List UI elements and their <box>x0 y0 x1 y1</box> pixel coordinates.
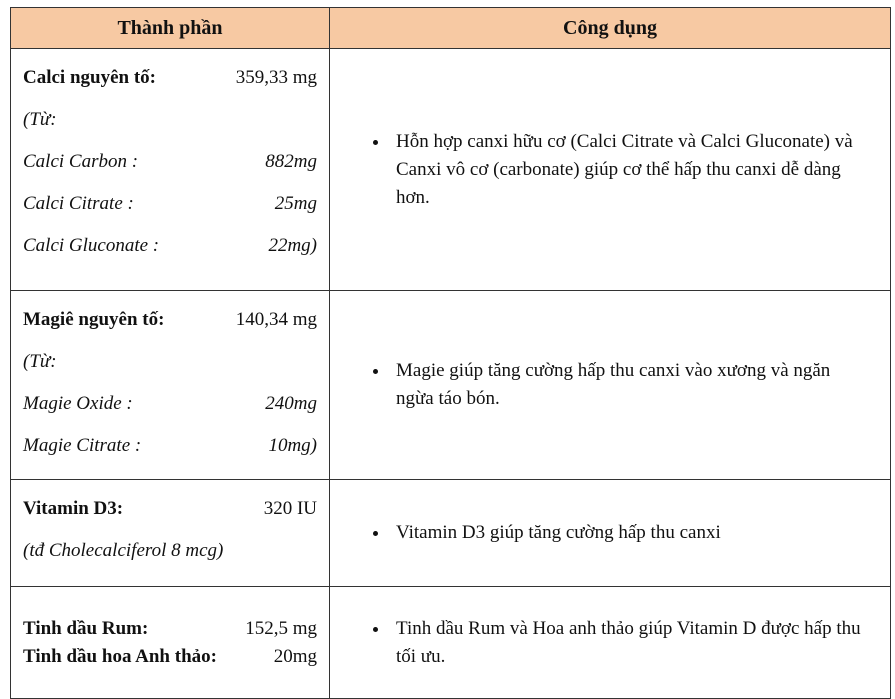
benefit-item: • Hỗn hợp canxi hữu cơ (Calci Citrate và Calci Gluconate) và Canxi vô cơ (carbonate) giúp cơ thể hấp thu canxi dễ dàng hơn. <box>390 128 870 212</box>
table-row <box>11 291 891 480</box>
ingredient-value: 140,34 mg <box>235 309 317 330</box>
ingredient-line <box>23 225 317 267</box>
benefit-cell <box>330 587 891 699</box>
ingredient-label: Calci Gluconate : <box>23 235 160 256</box>
ingredient-label: Calci Carbon : <box>23 151 139 172</box>
header-row <box>11 8 891 49</box>
ingredient-label: (tđ Cholecalciferol 8 mcg) <box>23 540 224 561</box>
ingredient-line <box>23 341 317 383</box>
header-ingredients: Thành phần <box>11 8 330 49</box>
ingredient-label: (Từ: <box>23 109 57 130</box>
ingredients-table <box>10 7 891 699</box>
ingredient-label: Calci Citrate : <box>23 193 134 214</box>
ingredient-line <box>23 383 317 425</box>
ingredient-cell <box>11 49 330 291</box>
ingredient-cell <box>11 291 330 480</box>
ingredient-line <box>23 643 317 671</box>
ingredient-value: 320 IU <box>263 498 317 519</box>
ingredient-line <box>23 57 317 99</box>
ingredient-line <box>23 488 317 530</box>
ingredient-value: 10mg) <box>268 435 317 456</box>
benefit-item: • Vitamin D3 giúp tăng cường hấp thu canxi <box>390 519 870 547</box>
table-row <box>11 480 891 587</box>
ingredient-value: 20mg <box>273 645 317 667</box>
benefit-cell <box>330 480 891 587</box>
ingredient-line <box>23 141 317 183</box>
ingredient-label: Vitamin D3: <box>23 498 124 519</box>
benefit-cell <box>330 291 891 480</box>
ingredient-value: 25mg <box>274 193 317 214</box>
ingredient-label: Tinh dầu Rum: <box>23 617 149 639</box>
ingredient-label: Magie Oxide : <box>23 393 133 414</box>
ingredient-line <box>23 425 317 467</box>
ingredient-cell <box>11 480 330 587</box>
ingredient-value: 882mg <box>265 151 317 172</box>
benefit-cell <box>330 49 891 291</box>
header-benefits: Công dụng <box>330 8 891 49</box>
ingredient-value: 22mg) <box>268 235 317 256</box>
ingredient-label: Magie Citrate : <box>23 435 142 456</box>
benefit-item: • Magie giúp tăng cường hấp thu canxi vào xương và ngăn ngừa táo bón. <box>390 357 870 413</box>
ingredient-label: Magiê nguyên tố: <box>23 309 165 330</box>
ingredient-line <box>23 299 317 341</box>
ingredient-label: Calci nguyên tố: <box>23 67 156 88</box>
ingredient-label: Tinh dầu hoa Anh thảo: <box>23 645 217 667</box>
table-row <box>11 587 891 699</box>
benefit-item: • Tinh dầu Rum và Hoa anh thảo giúp Vitamin D được hấp thu tối ưu. <box>390 615 870 671</box>
ingredient-line <box>23 183 317 225</box>
ingredient-value: 359,33 mg <box>235 67 317 88</box>
ingredient-cell <box>11 587 330 699</box>
ingredient-value: 152,5 mg <box>245 617 317 639</box>
ingredient-line <box>23 615 317 643</box>
ingredient-line <box>23 99 317 141</box>
ingredient-label: (Từ: <box>23 351 57 372</box>
ingredient-line <box>23 530 317 572</box>
ingredient-value: 240mg <box>265 393 317 414</box>
table-row <box>11 49 891 291</box>
